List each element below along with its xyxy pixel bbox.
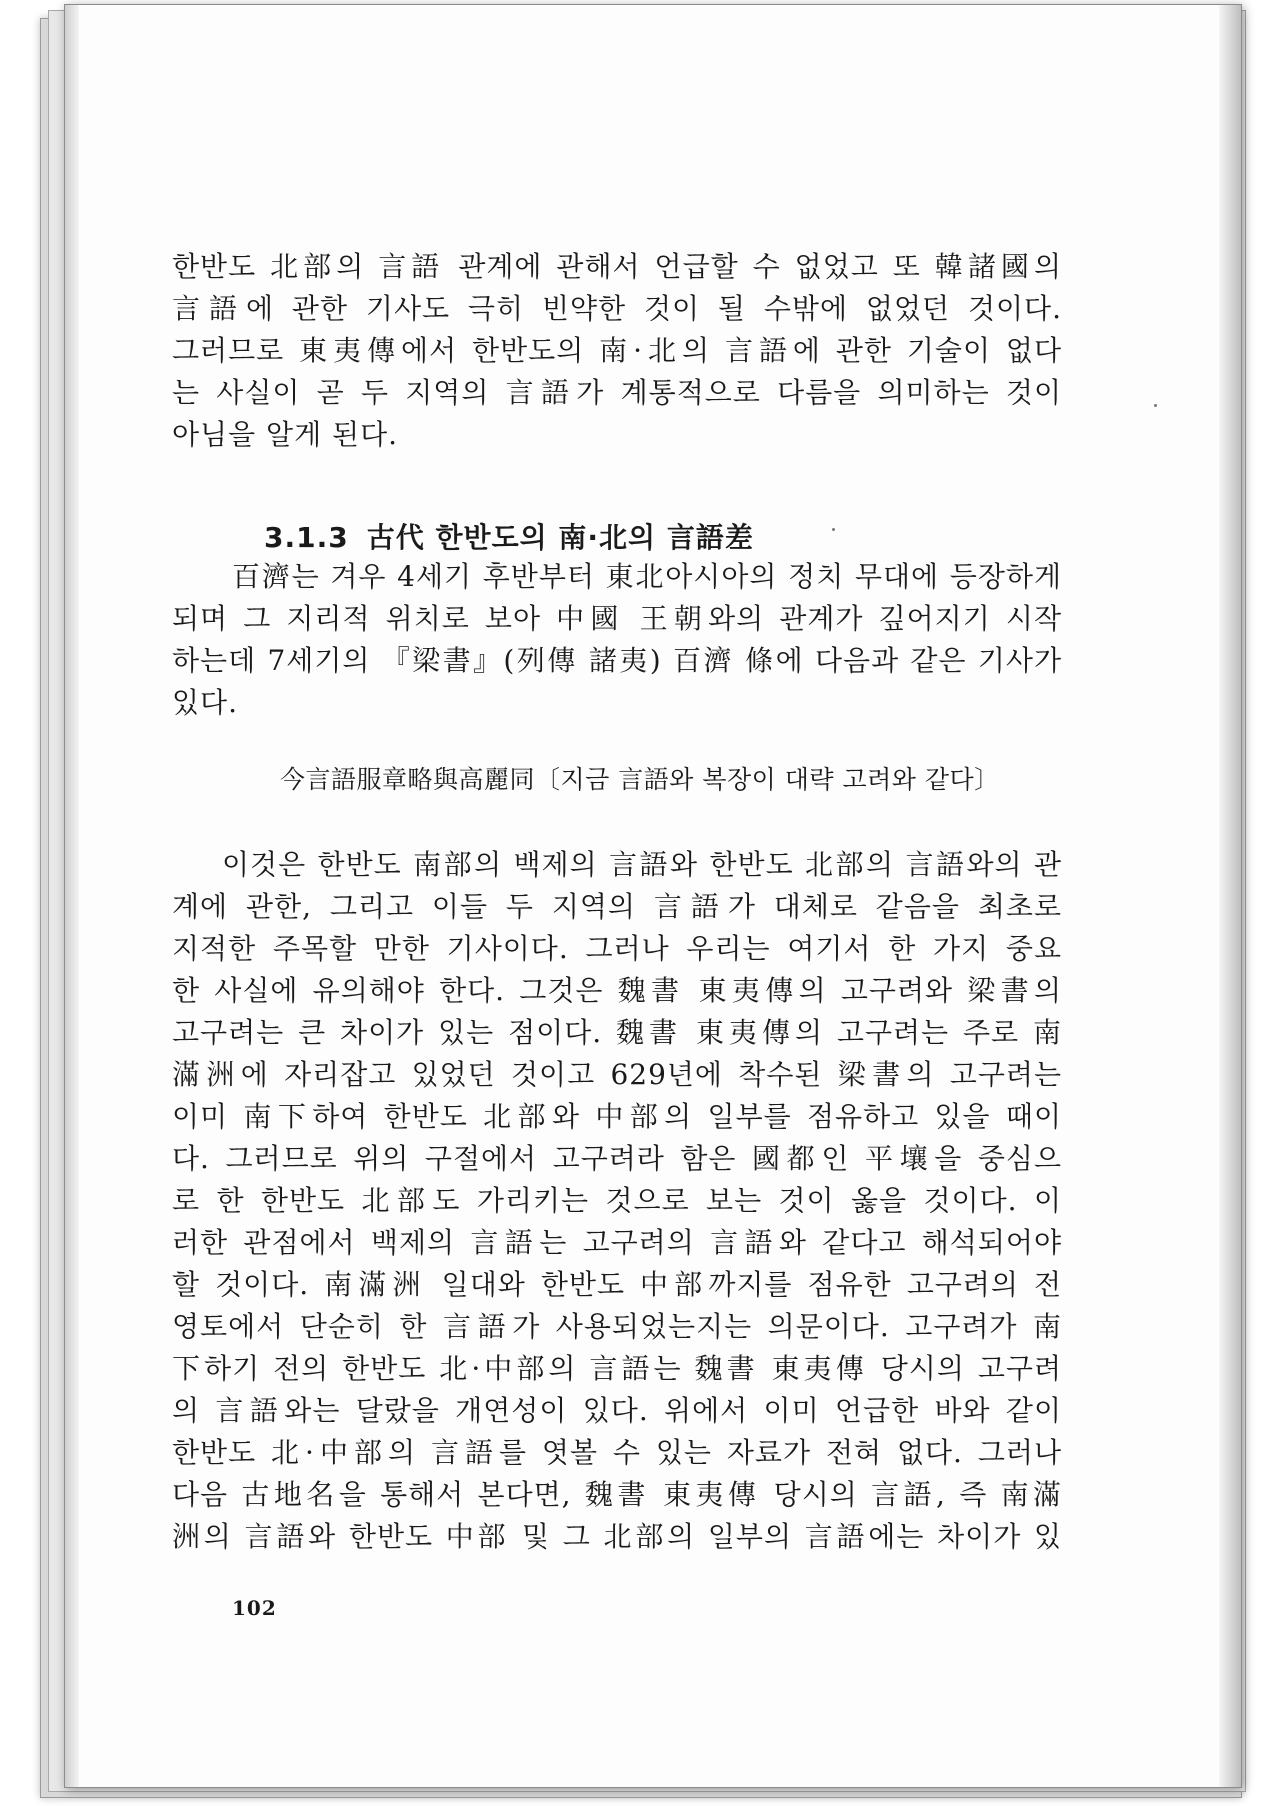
paragraph-line: 그러므로 東夷傳에서 한반도의 南·北의 言語에 관한 기술이 없다 xyxy=(172,334,1062,367)
section-title: 古代 한반도의 南·北의 言語差 xyxy=(366,521,754,554)
paragraph-line: 言語에 관한 기사도 극히 빈약한 것이 될 수밖에 없었던 것이다. xyxy=(172,292,1062,325)
section-heading xyxy=(264,516,754,556)
paragraph-line: 한반도 北·中部의 言語를 엿볼 수 있는 자료가 전혀 없다. 그러나 xyxy=(172,1436,1062,1469)
scan-speck xyxy=(832,528,835,531)
paragraph-2-continued xyxy=(172,598,1062,724)
paragraph-line: 할 것이다. 南滿洲 일대와 한반도 中部까지를 점유한 고구려의 전 xyxy=(172,1268,1062,1301)
paragraph-line: 洲의 言語와 한반도 中部 및 그 北部의 일부의 言語에는 차이가 있 xyxy=(172,1520,1062,1553)
paragraph-3-continued xyxy=(172,886,1062,1558)
paragraph-line: 이미 南下하여 한반도 北部와 中部의 일부를 점유하고 있을 때이 xyxy=(172,1100,1062,1133)
paragraph-3 xyxy=(222,844,1062,886)
paragraph-line: 는 사실이 곧 두 지역의 言語가 계통적으로 다름을 의미하는 것이 xyxy=(172,376,1062,409)
paragraph-line: 로 한 한반도 北部도 가리키는 것으로 보는 것이 옳을 것이다. 이 xyxy=(172,1184,1062,1217)
page-number: 102 xyxy=(232,1596,277,1620)
paragraph-line: 고구려는 큰 차이가 있는 점이다. 魏書 東夷傳의 고구려는 주로 南 xyxy=(172,1016,1062,1049)
paragraph-line: 영토에서 단순히 한 言語가 사용되었는지는 의문이다. 고구려가 南 xyxy=(172,1310,1062,1343)
scan-speck xyxy=(1154,404,1157,407)
paragraph-1 xyxy=(172,246,1062,456)
paragraph-line: 되며 그 지리적 위치로 보아 中國 王朝와의 관계가 깊어지기 시작 xyxy=(172,602,1062,635)
paragraph-line: 지적한 주목할 만한 기사이다. 그러나 우리는 여기서 한 가지 중요 xyxy=(172,932,1062,965)
paragraph-line: 한반도 北部의 言語 관계에 관해서 언급할 수 없었고 또 韓諸國의 xyxy=(172,250,1062,283)
paragraph-line: 한 사실에 유의해야 한다. 그것은 魏書 東夷傳의 고구려와 梁書의 xyxy=(172,974,1062,1007)
paragraph-line: 下하기 전의 한반도 北·中部의 言語는 魏書 東夷傳 당시의 고구려 xyxy=(172,1352,1062,1385)
paragraph-line: 의 言語와는 달랐을 개연성이 있다. 위에서 이미 언급한 바와 같이 xyxy=(172,1394,1062,1427)
paragraph-line: 滿洲에 자리잡고 있었던 것이고 629년에 착수된 梁書의 고구려는 xyxy=(172,1058,1062,1091)
paragraph-line: 이것은 한반도 南部의 백제의 言語와 한반도 北部의 言語와의 관 xyxy=(222,848,1062,881)
quoted-passage: 今言語服章略與高麗同〔지금 言語와 복장이 대략 고려와 같다〕 xyxy=(280,765,1000,794)
paragraph-line: 하는데 7세기의 『梁書』(列傳 諸夷) 百濟 條에 다음과 같은 기사가 xyxy=(172,644,1062,677)
paragraph-line: 百濟는 겨우 4세기 후반부터 東北아시아의 정치 무대에 등장하게 xyxy=(232,560,1062,593)
paragraph-2 xyxy=(232,556,1062,598)
paragraph-line: 아님을 알게 된다. xyxy=(172,418,399,451)
paragraph-line: 러한 관점에서 백제의 言語는 고구려의 言語와 같다고 해석되어야 xyxy=(172,1226,1062,1259)
paragraph-line: 다. 그러므로 위의 구절에서 고구려라 함은 國都인 平壤을 중심으 xyxy=(172,1142,1062,1175)
paragraph-line: 계에 관한, 그리고 이들 두 지역의 言語가 대체로 같음을 최초로 xyxy=(172,890,1062,923)
paragraph-line: 다음 古地名을 통해서 본다면, 魏書 東夷傳 당시의 言語, 즉 南滿 xyxy=(172,1478,1062,1511)
section-number: 3.1.3 xyxy=(264,521,349,554)
paragraph-line: 있다. xyxy=(172,686,238,719)
